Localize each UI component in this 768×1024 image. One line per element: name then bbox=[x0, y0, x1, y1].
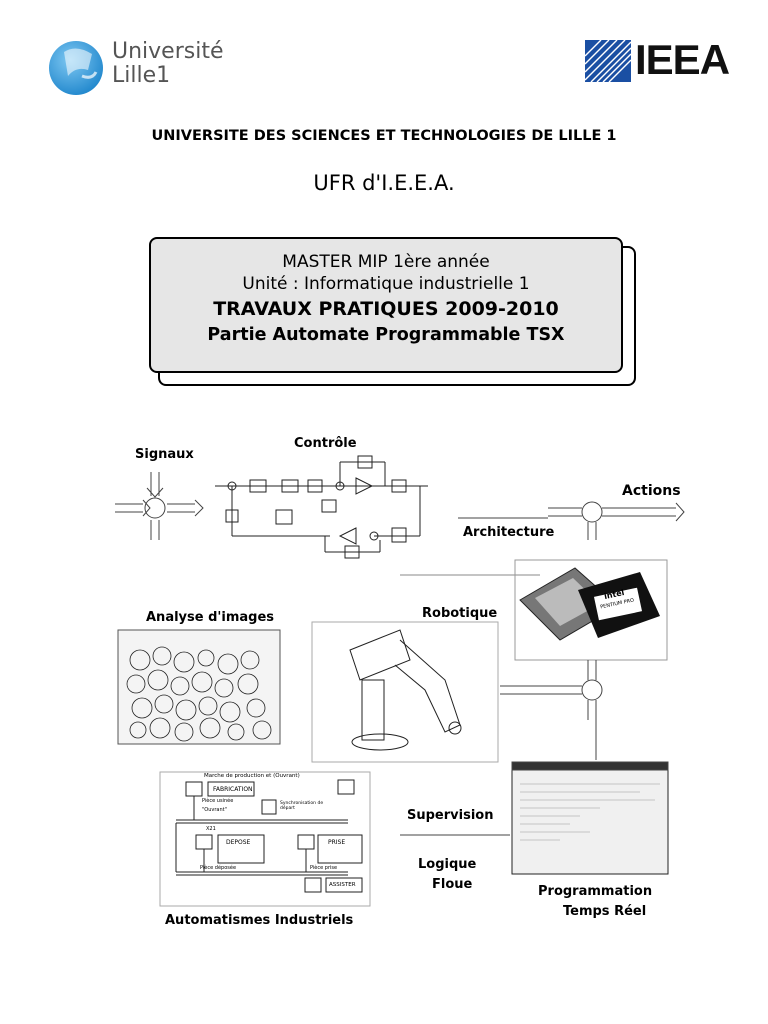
label-automatismes: Automatismes Industriels bbox=[165, 913, 354, 928]
actions-star-icon bbox=[548, 502, 684, 540]
tp-title: TRAVAUX PRATIQUES 2009-2010 bbox=[213, 298, 559, 320]
grafcet-piece-prise: Pièce prise bbox=[310, 865, 338, 871]
label-supervision: Supervision bbox=[407, 808, 494, 823]
ieea-logo-text: IEEA bbox=[635, 36, 730, 83]
chip-model: PENTIUM PRO bbox=[599, 597, 635, 611]
grafcet-synchro: Synchronisation de départ bbox=[280, 801, 324, 811]
label-programmation: Programmation bbox=[538, 884, 653, 899]
program-line: MASTER MIP 1ère année bbox=[282, 252, 490, 272]
right-star-icon bbox=[500, 660, 602, 760]
unit-line: Unité : Informatique industrielle 1 bbox=[242, 274, 530, 294]
grafcet-marche: Marche de production et (Ouvrant) bbox=[204, 773, 300, 779]
label-architecture: Architecture bbox=[463, 525, 555, 540]
grafcet-assister: ASSISTER bbox=[329, 882, 356, 888]
university-name: UNIVERSITE DES SCIENCES ET TECHNOLOGIES DE LILLE 1 bbox=[151, 128, 617, 144]
label-temps-reel: Temps Réel bbox=[563, 904, 647, 919]
grafcet-depose: DEPOSE bbox=[226, 839, 251, 846]
tp-subtitle: Partie Automate Programmable TSX bbox=[207, 325, 565, 345]
grafcet-piece-deposee: Pièce déposée bbox=[200, 865, 237, 871]
logo-text-universite: Université bbox=[112, 39, 224, 64]
label-signaux: Signaux bbox=[135, 447, 194, 462]
intel-chip-icon bbox=[520, 568, 660, 640]
grafcet-piece-usinee: Pièce usinée bbox=[202, 798, 234, 804]
grafcet-ouvrant: "Ouvrant" bbox=[202, 807, 227, 813]
label-analyse-images: Analyse d'images bbox=[146, 610, 275, 625]
label-actions: Actions bbox=[622, 483, 681, 499]
label-controle: Contrôle bbox=[294, 436, 357, 451]
chip-brand: intel bbox=[603, 587, 626, 602]
ufr-name: UFR d'I.E.E.A. bbox=[313, 171, 455, 195]
control-block-diagram bbox=[215, 456, 428, 558]
label-robotique: Robotique bbox=[422, 606, 498, 621]
label-logique: Logique bbox=[418, 857, 477, 872]
grafcet-x21: X21 bbox=[206, 826, 216, 832]
label-floue: Floue bbox=[432, 877, 473, 892]
grafcet-fabrication: FABRICATION bbox=[213, 786, 253, 793]
logo-text-lille1: Lille1 bbox=[112, 63, 171, 88]
signaux-star-icon bbox=[115, 472, 203, 540]
grafcet-prise: PRISE bbox=[328, 839, 346, 846]
